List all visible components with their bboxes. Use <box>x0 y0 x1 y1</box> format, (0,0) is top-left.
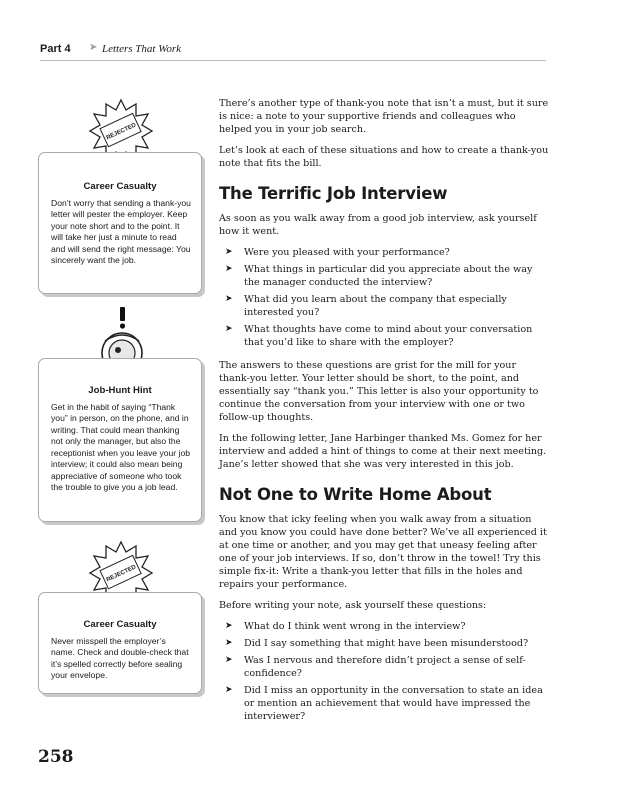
career-casualty-box <box>38 152 202 294</box>
arrow-icon: ➤ <box>89 42 98 53</box>
arrow-bullet-icon: ➤ <box>225 324 233 334</box>
part-title: Letters That Work <box>102 43 182 55</box>
stamp-text: REJECTED <box>105 122 138 142</box>
sidebar-text: Get in the habit of saying “Thank you” in person, on the phone, and in writing. That could mean thanking not only the manager, but also the receptionist when you leave your job interview; it could also mean being appreciative of someone who took the trouble to give you a job lead. <box>51 401 191 492</box>
bullet-list <box>219 246 549 349</box>
list-item: ➤ What do I think went wrong in the interview? <box>225 621 466 632</box>
part-label: Part 4 <box>40 43 71 55</box>
list-item: ➤ What things in particular did you appreciate about the way the manager conducted the interview? <box>225 264 533 288</box>
paragraph: As soon as you walk away from a good job interview, ask yourself how it went. <box>219 213 537 237</box>
bullet-list <box>219 620 549 723</box>
arrow-bullet-icon: ➤ <box>225 621 233 631</box>
job-hunt-hint-box <box>38 358 202 522</box>
paragraph: The answers to these questions are grist for the mill for your thank-you letter. Your letter should be short, to the point, and essentially say “thank you.” This letter is also your opportunity to continue the conversation from your interview with one or two follow-up thoughts. <box>219 360 539 423</box>
sidebar-text: Don’t worry that sending a thank-you letter will pester the employer. Keep your note short and to the point. It will take her just a minute to read and will send the right message: You sincerely want the job. <box>51 197 191 265</box>
career-casualty-box <box>38 592 202 694</box>
paragraph: Let’s look at each of these situations and how to create a thank-you note that fits the bill. <box>219 145 549 169</box>
arrow-bullet-icon: ➤ <box>225 247 233 257</box>
list-item: ➤ What did you learn about the company that especially interested you? <box>225 294 507 318</box>
list-item: ➤ Did I miss an opportunity in the conversation to state an idea or mention an achievement that would have impressed the interviewer? <box>225 685 543 722</box>
arrow-bullet-icon: ➤ <box>225 264 233 274</box>
sidebar-title: Career Casualty <box>83 619 157 630</box>
main-column <box>219 97 549 733</box>
paragraph: In the following letter, Jane Harbinger thanked Ms. Gomez for her interview and added a hint of things to come at their next meeting. Jane’s letter showed that she was very interested in this job. <box>219 433 547 470</box>
running-header <box>40 40 546 61</box>
section-heading: Not One to Write Home About <box>219 485 492 504</box>
sidebar-title: Job-Hunt Hint <box>88 385 152 396</box>
sidebar-title: Career Casualty <box>83 181 157 192</box>
sidebar-text: Never misspell the employer’s name. Check and double-check that it’s spelled correctly before sealing your envelope. <box>51 635 189 680</box>
paragraph: Before writing your note, ask yourself these questions: <box>219 600 487 611</box>
list-item: ➤ What thoughts have come to mind about your conversation that you’d like to share with the employer? <box>225 324 533 348</box>
page-number: 258 <box>38 747 74 767</box>
section-heading: The Terrific Job Interview <box>219 184 448 203</box>
stamp-text: REJECTED <box>105 564 138 584</box>
arrow-bullet-icon: ➤ <box>225 638 233 648</box>
arrow-bullet-icon: ➤ <box>225 655 233 665</box>
arrow-bullet-icon: ➤ <box>225 685 233 695</box>
list-item: ➤ Did I say something that might have been misunderstood? <box>225 638 529 649</box>
arrow-bullet-icon: ➤ <box>225 294 233 304</box>
list-item: ➤ Were you pleased with your performance? <box>225 247 450 258</box>
paragraph: You know that icky feeling when you walk away from a situation and you know you could have done better? We’ve all experienced it at one time or another, and you may get that uneasy feeling after one of your job interviews. If so, don’t throw in the towel! Try this simple fix-it: Write a thank-you letter that fills in the holes and repairs your performance. <box>219 514 547 590</box>
paragraph: There’s another type of thank-you note that isn’t a must, but it sure is nice: a note to your supportive friends and colleagues who helped you in your job search. <box>219 98 549 135</box>
list-item: ➤ Was I nervous and therefore didn’t project a sense of self-confidence? <box>225 655 526 679</box>
